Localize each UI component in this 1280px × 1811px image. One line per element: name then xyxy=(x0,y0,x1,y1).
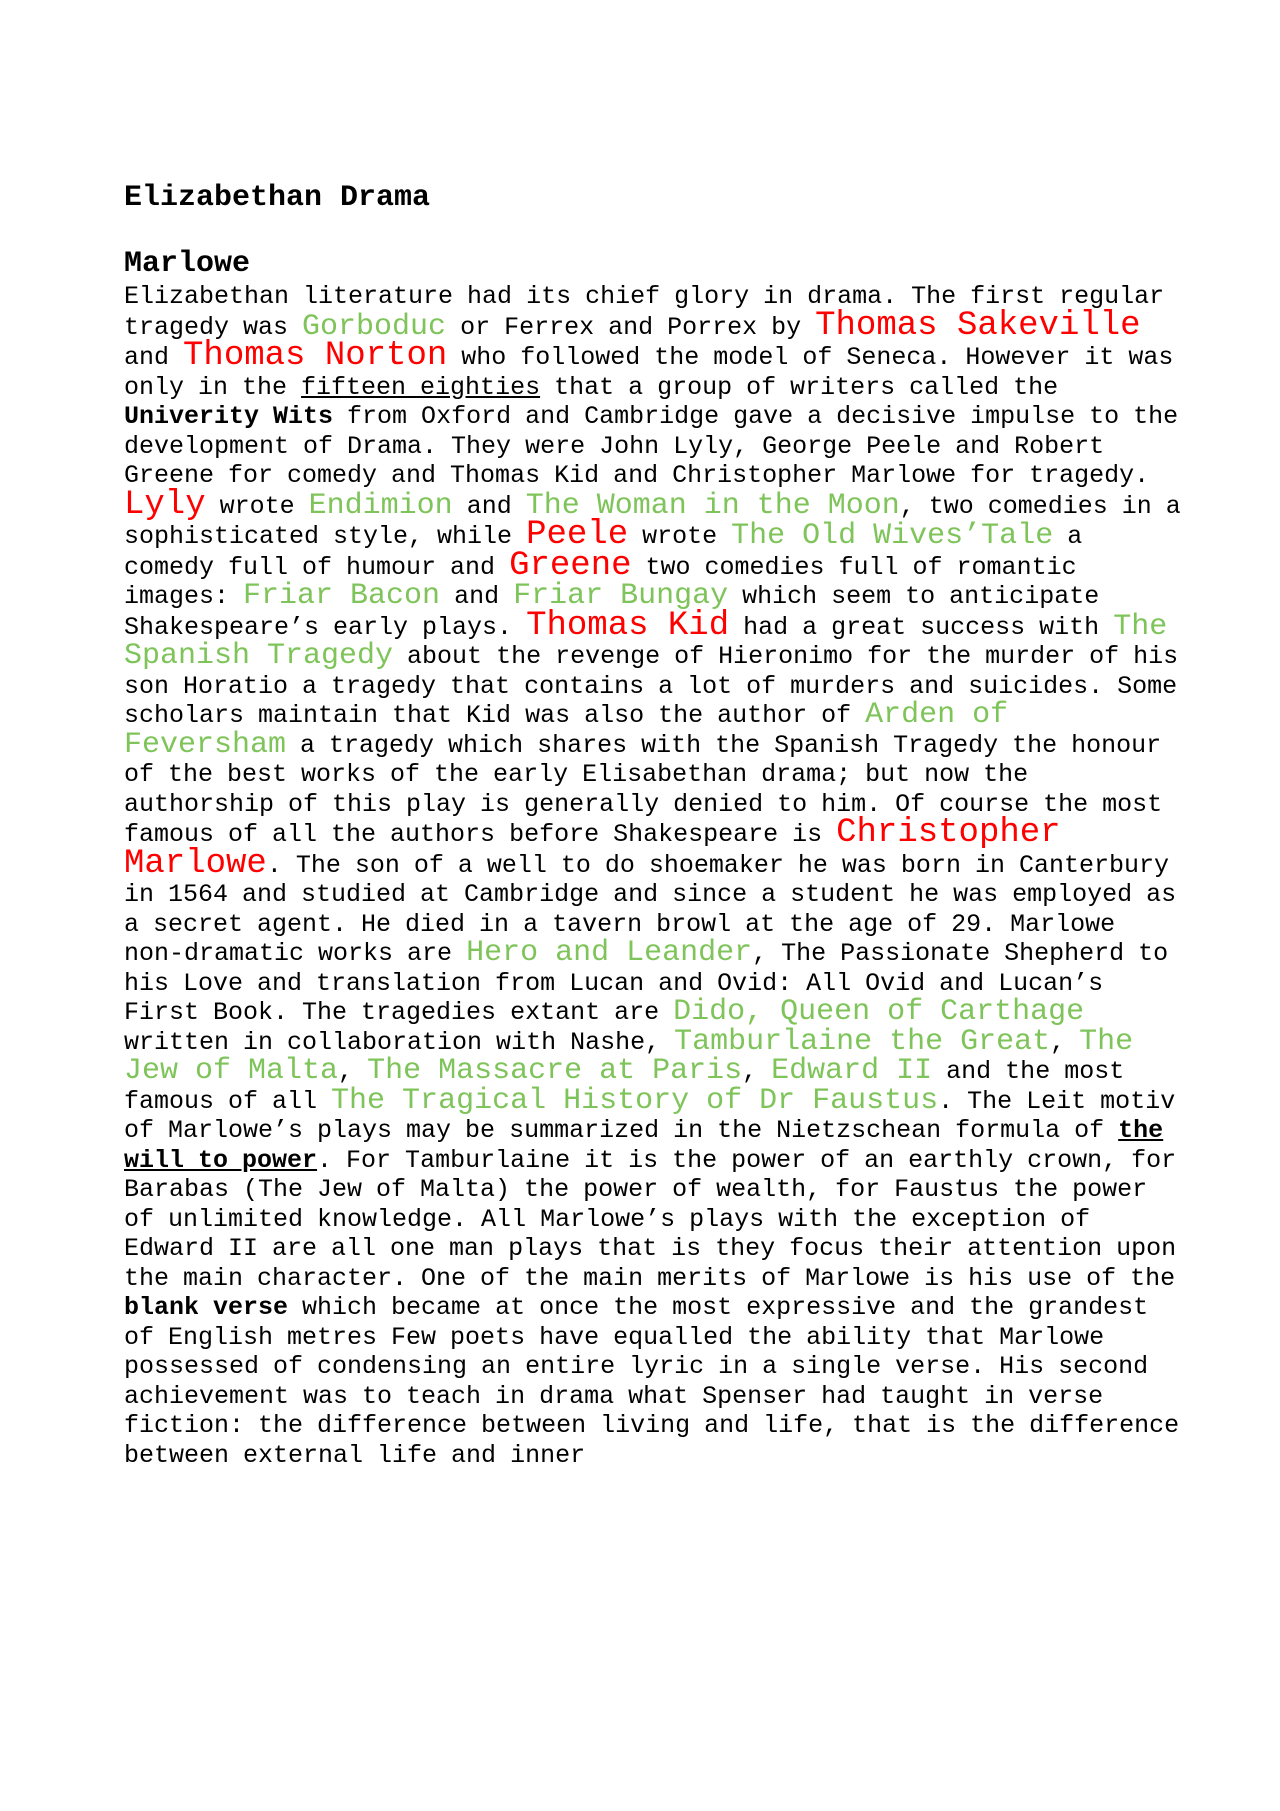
text-run: a tragedy which shares with the Spanish Tragedy the honour of the best works of the early Elisabethan drama; but now the authorship of this play is generally denied to him. Of course the most famous of all the authors before Shakespeare is xyxy=(124,730,1163,849)
text-run: wrote xyxy=(205,491,309,521)
text-run: from Oxford and Cambridge gave a decisive impulse to the development of Drama. They were John Lyly, George Peele and Robert Greene for comedy and Thomas Kid and Christopher Marlowe for tragedy. xyxy=(124,402,1179,490)
text-run: , two comedies in a sophisticated style, while xyxy=(124,491,1181,551)
bold-underlined-term: the will to power xyxy=(124,1116,1164,1175)
section-title-marlowe: Marlowe xyxy=(124,247,251,281)
text-run: and the most famous of all xyxy=(124,1057,1125,1116)
work-title: The Old Wives’Tale xyxy=(731,519,1054,553)
text-run: , xyxy=(742,1057,772,1086)
text-run: who followed the model of Seneca. However it was only in the xyxy=(124,343,1174,402)
author-name: Thomas Sakeville xyxy=(815,306,1141,345)
work-title: Endimion xyxy=(308,488,453,523)
work-title: The Massacre at Paris xyxy=(367,1054,743,1088)
work-title: Tamburlaine the Great xyxy=(674,1024,1051,1059)
author-name: Christopher Marlowe xyxy=(124,814,1061,883)
document-title: Elizabethan Drama xyxy=(124,181,431,215)
text-run: written in collaboration with Nashe, xyxy=(124,1027,675,1057)
work-title: Edward II xyxy=(771,1054,933,1088)
author-name: Lyly xyxy=(124,485,206,524)
text-run: which became at once the most expressive and the grandest of English metres Few poets have equalled the ability that Marlowe possessed of condensing an entire lyric in a single verse. His second achievement was to teach in drama what Spenser had taught in verse fiction: the difference between living and life, that is the difference between external life and inner xyxy=(124,1293,1180,1470)
text-run: two comedies full of romantic images: xyxy=(124,552,1077,611)
work-title: Gorboduc xyxy=(302,309,447,344)
text-run: and xyxy=(452,491,526,521)
text-run: , xyxy=(338,1057,368,1086)
author-name: Greene xyxy=(509,546,632,585)
text-run: that a group of writers called the xyxy=(540,372,1059,402)
document-page xyxy=(124,180,1184,1470)
work-title: The Woman in the Moon xyxy=(525,488,900,523)
text-run: . The son of a well to do shoemaker he was born in Canterbury in 1564 and studied at Cambridge and since a student he was employed as a secret agent. He died in a tavern browl at the age of 29. Marlowe non-dramatic works are xyxy=(124,850,1177,968)
text-run: and xyxy=(124,343,184,372)
text-run: had a great success with xyxy=(729,612,1114,642)
work-title: The Jew of Malta xyxy=(124,1024,1134,1088)
underlined-term: fifteen eighties xyxy=(301,372,541,402)
body-paragraph xyxy=(124,282,1184,1470)
work-title: Dido, Queen of Carthage xyxy=(673,995,1085,1029)
text-run: or Ferrex and Porrex by xyxy=(446,312,816,342)
text-run: , xyxy=(1050,1027,1080,1057)
author-name: Peele xyxy=(526,516,629,554)
text-run: wrote xyxy=(628,522,732,551)
text-run: . For Tamburlaine it is the power of an earthly crown, for Barabas (The Jew of Malta) the power of wealth, for Faustus the power of unlimited knowledge. All Marlowe’s plays with the exception of Edward II are all one man plays that is they focus their attention upon the main character. One of the main merits of Marlowe is his use of the xyxy=(124,1145,1177,1293)
text-run: which seem to anticipate Shakespeare’s early plays. xyxy=(124,582,1100,642)
text-run: a comedy full of humour and xyxy=(124,522,1083,582)
author-name: Thomas Kid xyxy=(526,606,730,645)
text-run: and xyxy=(440,582,514,611)
text-run: about the revenge of Hieronimo for the murder of his son Horatio a tragedy that contains a lot of murders and suicides. Some scholars maintain that Kid was also the author of xyxy=(124,642,1179,730)
work-title: Friar Bacon xyxy=(243,579,441,613)
work-title: Friar Bungay xyxy=(513,579,729,613)
text-run: Elizabethan literature had its chief glory in drama. The first regular tragedy was xyxy=(124,282,1165,342)
text-run: . The Leit motiv of Marlowe’s plays may be summarized in the Nietzschean formula of xyxy=(124,1086,1176,1145)
author-name: Thomas Norton xyxy=(183,337,448,375)
bold-term: blank verse xyxy=(124,1293,289,1322)
work-title: Hero and Leander xyxy=(466,936,753,970)
work-title: Arden of Feversham xyxy=(124,698,1009,762)
work-title: The Spanish Tragedy xyxy=(124,609,1168,673)
bold-term: Univerity Wits xyxy=(124,402,334,431)
work-title: The Tragical History of Dr Faustus xyxy=(331,1083,939,1118)
text-run: , The Passionate Shepherd to his Love and translation from Lucan and Ovid: All Ovid and Lucan’s First Book. The tragedies extant are xyxy=(124,939,1169,1027)
